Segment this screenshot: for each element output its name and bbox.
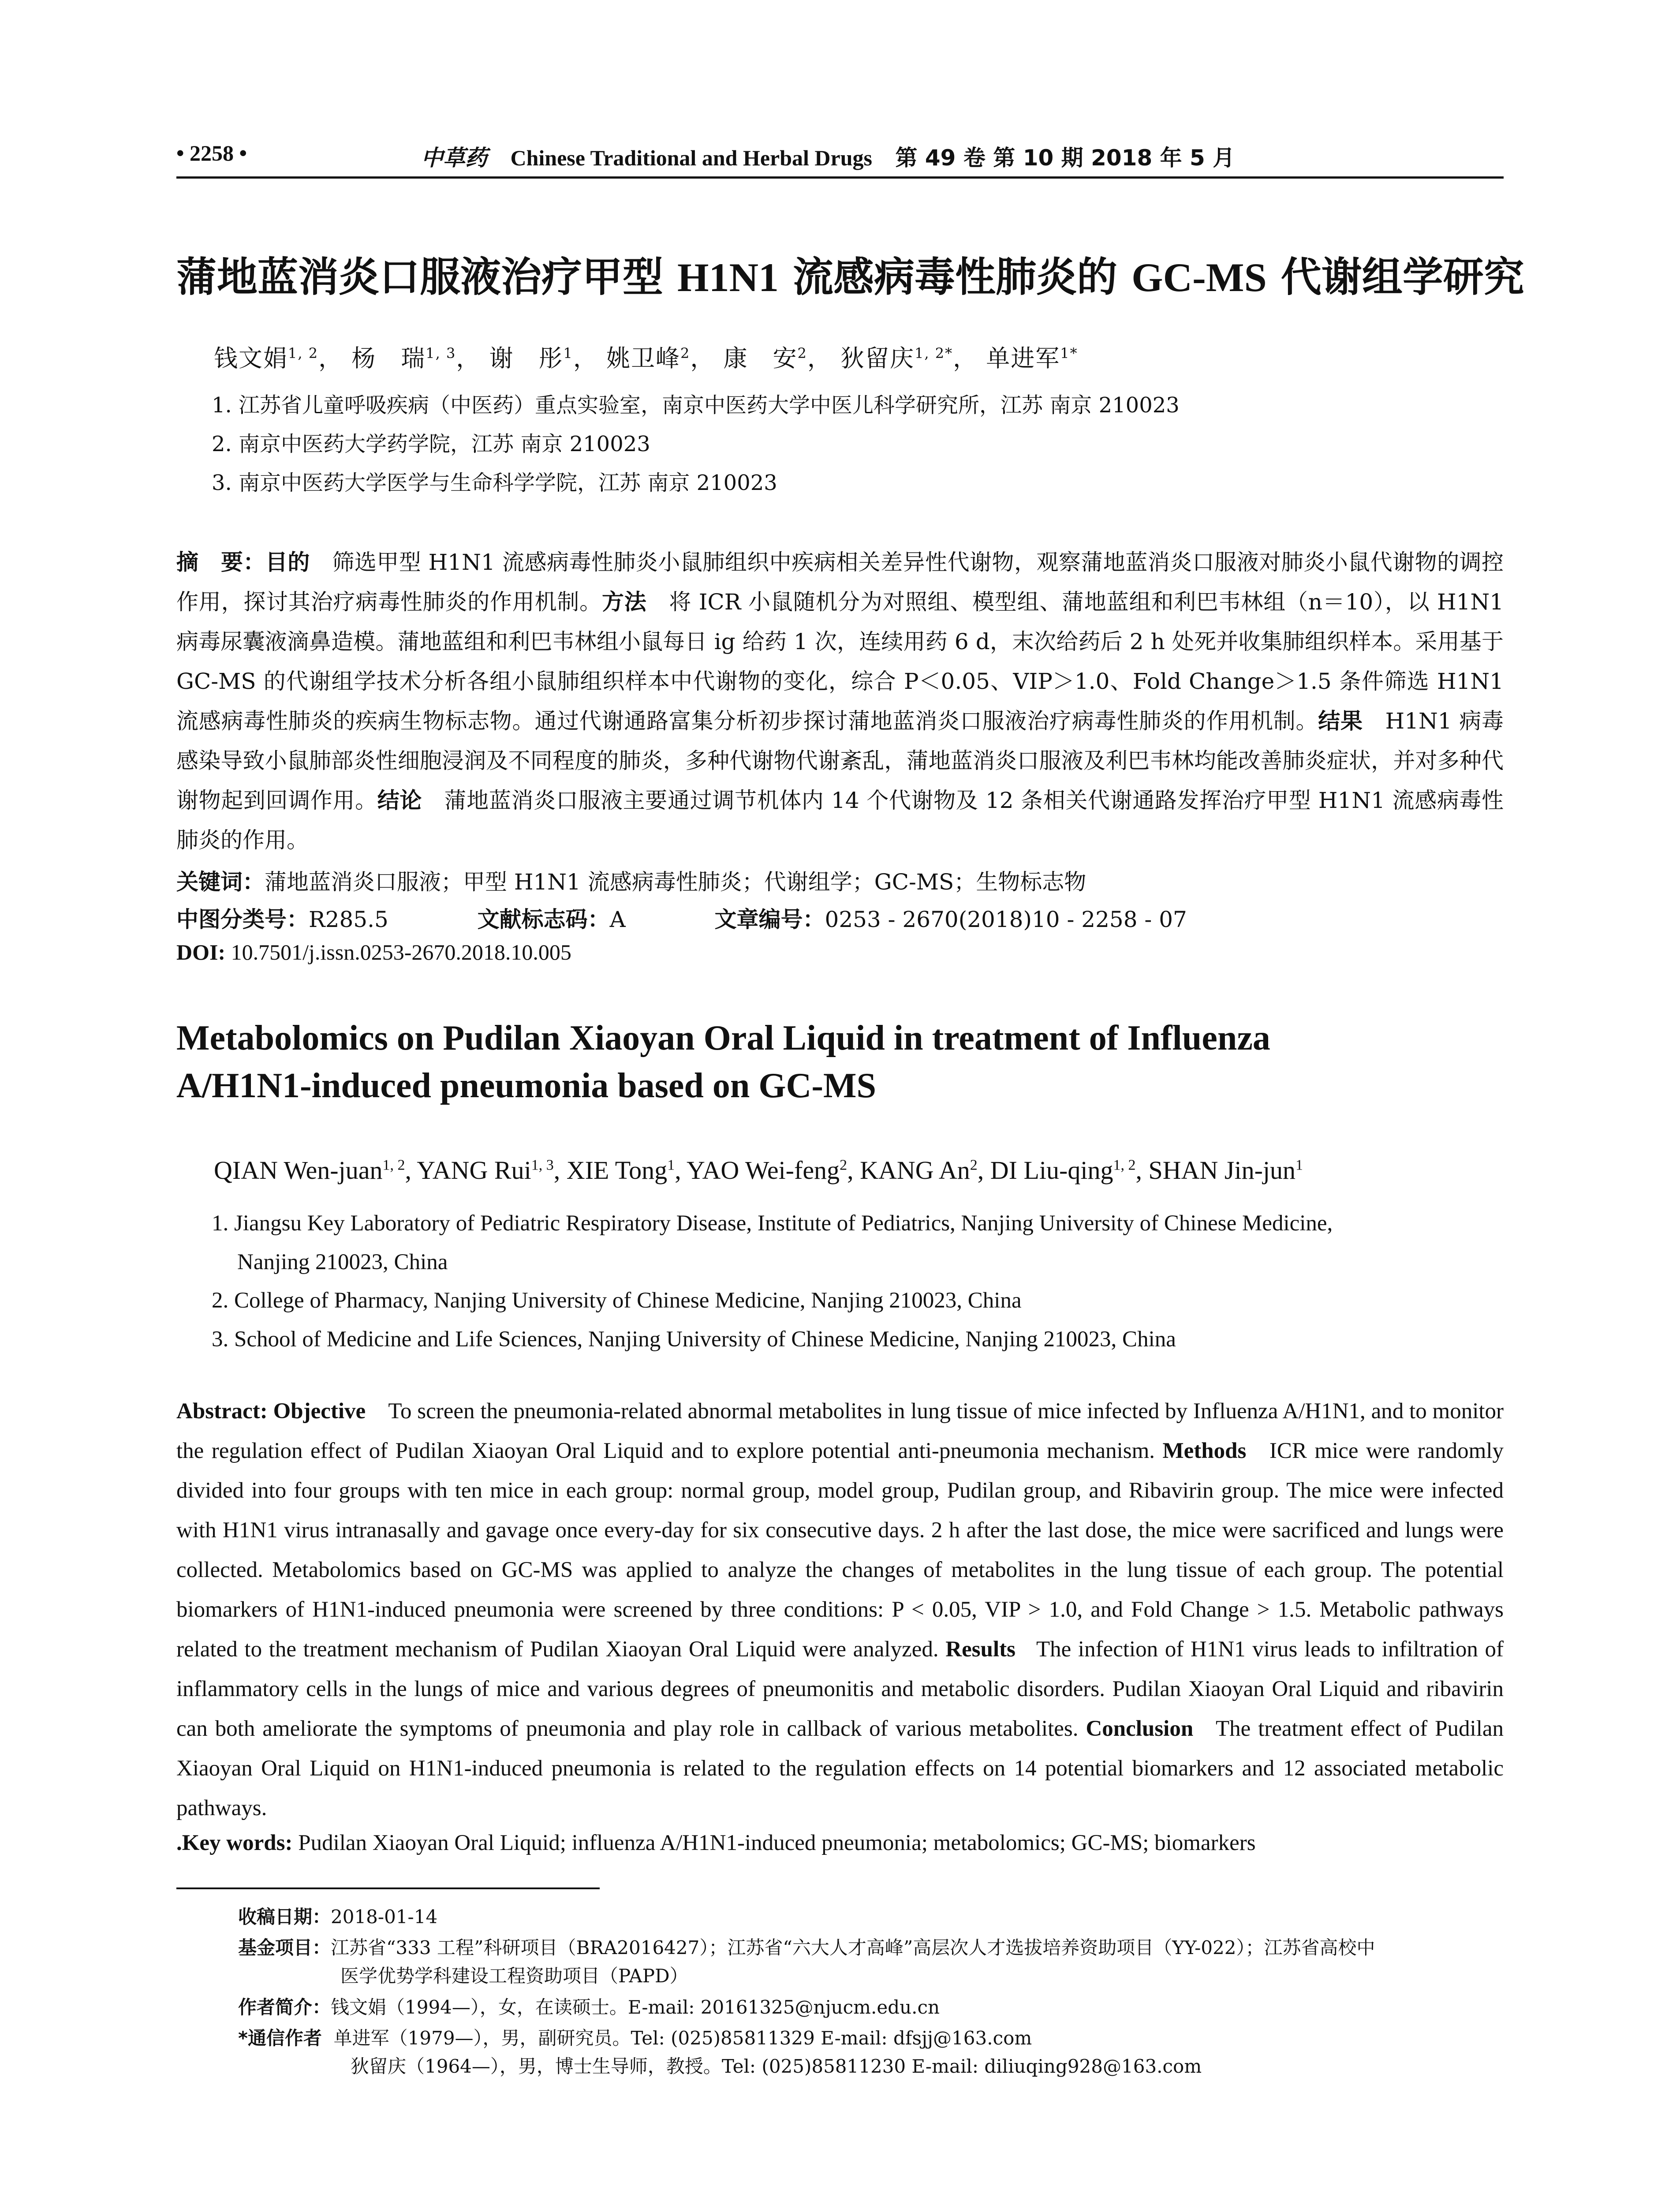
- abstract-label: 摘 要：: [176, 549, 265, 575]
- en-title-line: Metabolomics on Pudilan Xiaoyan Oral Liquid in treatment of Influenza: [176, 1019, 1270, 1058]
- en-affiliation-line: Nanjing 210023, China: [237, 1250, 448, 1274]
- cn-title-part: H1N1: [677, 255, 779, 300]
- author-name: 杨 瑞: [351, 344, 426, 372]
- journal-line: [421, 140, 1235, 172]
- corr-text: 狄留庆（1964—），男，博士生导师，教授。Tel: (025)85811230 E-mail: diliuqing928@163.com: [351, 2056, 1202, 2077]
- author-name: 姚卫峰: [606, 344, 680, 372]
- author-sup: 1*: [1060, 345, 1078, 362]
- en-title-line: A/H1N1-induced pneumonia based on GC-MS: [176, 1066, 876, 1105]
- en-keywords-label: .Key words:: [176, 1831, 293, 1855]
- fund-text: 江苏省“333 工程”科研项目（BRA2016427）；江苏省“六大人才高峰”高层次人才选拔培养资助项目（YY-022）；江苏省高校中: [331, 1937, 1375, 1958]
- cn-title-part: 蒲地蓝消炎口服液治疗甲型: [176, 254, 678, 301]
- author-sup: 1, 3: [531, 1157, 554, 1174]
- en-affiliation: [212, 1204, 1504, 1282]
- footnote-rule: [176, 1887, 600, 1889]
- cn-authors: 钱文娟$^{1, 2}$， 杨 瑞$^{1, 3}$， 谢 彤$^1$， 姚卫峰$^2$， 康 安$^2$， 狄留庆$^{1, 2*}$， 单进军$^{1*}$: [214, 344, 1078, 372]
- results-text: H1N1 病毒感染导致小鼠肺部炎性细胞浸润及不同程度的肺炎，多种代谢物代谢紊乱，蒲地蓝消炎口服液及利巴韦林均能改善肺炎症状，并对多种代谢物起到回调作用。: [176, 708, 1504, 813]
- objective-text: 筛选甲型 H1N1 流感病毒性肺炎小鼠肺组织中疾病相关差异性代谢物，观察蒲地蓝消炎口服液对肺炎小鼠代谢物的调控作用，探讨其治疗病毒性肺炎的作用机制。: [176, 549, 1504, 615]
- author-bio-label: 作者简介：: [238, 1996, 331, 2018]
- article-no-value: 0253 - 2670(2018)10 - 2258 - 07: [825, 907, 1187, 932]
- conclusion-label: 结论: [377, 788, 422, 813]
- author-name: XIE Tong: [566, 1156, 668, 1185]
- doc-code-label: 文献标志码：: [477, 907, 610, 932]
- author-name: QIAN Wen-juan: [214, 1156, 383, 1185]
- cn-title-part: 代谢组学研究: [1266, 254, 1524, 301]
- en-conclusion-label: Conclusion: [1086, 1716, 1194, 1741]
- keywords-label: 关键词：: [176, 869, 265, 895]
- author-sup: 1, 2: [288, 345, 319, 362]
- en-authors: QIAN Wen-juan$^{1, 2}$, YANG Rui$^{1, 3}$, XIE Tong$^1$, YAO Wei-feng$^2$, KANG An$^2$, DI Liu-qing$^{1, 2}$, SHAN Jin-jun$^1$: [214, 1156, 1303, 1185]
- author-name: DI Liu-qing: [990, 1156, 1113, 1185]
- doi-label: DOI:: [176, 940, 226, 964]
- conclusion-text: 蒲地蓝消炎口服液主要通过调节机体内 14 个代谢物及 12 条相关代谢通路发挥治疗甲型 H1N1 流感病毒性肺炎的作用。: [176, 788, 1504, 853]
- cn-title-part: GC-MS: [1131, 255, 1267, 300]
- en-affiliation: 2. College of Pharmacy, Nanjing University of Chinese Medicine, Nanjing 210023, China: [212, 1288, 1022, 1313]
- journal-name: Chinese Traditional and Herbal Drugs: [510, 146, 872, 170]
- corr-label: *通信作者: [238, 2027, 322, 2049]
- footnote-author: [238, 1993, 1504, 2022]
- running-header: [176, 140, 1504, 176]
- fund-text: 医学优势学科建设工程资助项目（PAPD）: [340, 1965, 688, 1987]
- clc-value: R285.5: [309, 907, 388, 932]
- cn-affiliation: 2. 南京中医药大学药学院，江苏 南京 210023: [212, 432, 650, 456]
- cn-doi: [176, 939, 1504, 965]
- keywords-text: 蒲地蓝消炎口服液；甲型 H1N1 流感病毒性肺炎；代谢组学；GC-MS；生物标志物: [265, 869, 1086, 895]
- cn-title: [176, 245, 1524, 303]
- footnote-fund: [238, 1934, 1504, 1990]
- received-label: 收稿日期：: [238, 1906, 331, 1928]
- en-abstract: [176, 1391, 1504, 1828]
- en-objective-text: To screen the pneumonia-related abnormal metabolites in lung tissue of mice infected by Influenza A/H1N1, and to monitor the regulation effect of Pudilan Xiaoyan Oral Liquid and to explore potential anti-pneumonia mechanism.: [176, 1399, 1504, 1463]
- results-label: 结果: [1318, 708, 1363, 734]
- footnote-received: [238, 1903, 1504, 1931]
- author-sup: 1: [667, 1157, 675, 1174]
- corr-text: 单进军（1979—），男，副研究员。Tel: (025)85811329 E-mail: dfsjj@163.com: [333, 2027, 1032, 2049]
- journal-issue: 第 49 卷 第 10 期 2018 年 5 月: [895, 145, 1235, 171]
- cn-affiliation: 1. 江苏省儿童呼吸疾病（中医药）重点实验室，南京中医药大学中医儿科学研究所，江苏 南京 210023: [212, 393, 1180, 418]
- cn-abstract: [176, 542, 1504, 860]
- doi-value: 10.7501/j.issn.0253-2670.2018.10.005: [231, 940, 571, 964]
- cn-title-part: 流感病毒性肺炎的: [779, 254, 1132, 301]
- cn-classification: [176, 902, 1504, 934]
- journal-logo: 中草药: [421, 145, 487, 171]
- author-name: 单进军: [986, 344, 1060, 372]
- cn-keywords: [176, 864, 1504, 896]
- received-value: 2018-01-14: [331, 1906, 438, 1928]
- en-conclusion-text: The treatment effect of Pudilan Xiaoyan Oral Liquid on H1N1-induced pneumonia is related to the regulation effects on 14 potential biomarkers and 12 associated metabolic pathways.: [176, 1716, 1504, 1820]
- fund-label: 基金项目：: [238, 1937, 331, 1958]
- author-name: 狄留庆: [840, 344, 915, 372]
- author-name: 谢 彤: [489, 344, 564, 372]
- en-keywords: [176, 1830, 1504, 1856]
- author-sup: 1: [563, 345, 573, 362]
- author-sup: 1, 2: [1113, 1157, 1136, 1174]
- cn-affiliation: 3. 南京中医药大学医学与生命科学学院，江苏 南京 210023: [212, 471, 777, 495]
- objective-label: 目的: [265, 549, 310, 575]
- author-sup: 2: [970, 1157, 978, 1174]
- author-name: YAO Wei-feng: [687, 1156, 840, 1185]
- author-name: YANG Rui: [417, 1156, 531, 1185]
- author-sup: 2: [840, 1157, 847, 1174]
- author-name: 钱文娟: [214, 344, 288, 372]
- header-rule: [176, 176, 1504, 179]
- footnote-corresponding: [238, 2024, 1504, 2081]
- article-no-label: 文章编号：: [714, 907, 825, 932]
- methods-text: 将 ICR 小鼠随机分为对照组、模型组、蒲地蓝组和利巴韦林组（n＝10），以 H1N1 病毒尿囊液滴鼻造模。蒲地蓝组和利巴韦林组小鼠每日 ig 给药 1 次，连续用药 6 d，末次给药后 2 h 处死并收集肺组织样本。采用基于 GC-MS 的代谢组学技术分析各组小鼠肺组织样本中代谢物的变化，综合 P＜0.05、VIP＞1.0、Fold Change＞1.5 条件筛选 H1N1 流感病毒性肺炎的疾病生物标志物。通过代谢通路富集分析初步探讨蒲地蓝消炎口服液治疗病毒性肺炎的作用机制。: [176, 589, 1504, 734]
- en-methods-label: Methods: [1162, 1439, 1247, 1463]
- author-name: 康 安: [723, 344, 798, 372]
- author-sup: 2: [797, 345, 807, 362]
- en-keywords-text: Pudilan Xiaoyan Oral Liquid; influenza A/H1N1-induced pneumonia; metabolomics; GC-MS; biomarkers: [298, 1831, 1256, 1855]
- author-sup: 1, 2*: [915, 345, 953, 362]
- en-results-label: Results: [945, 1637, 1015, 1662]
- author-sup: 1: [1295, 1157, 1303, 1174]
- en-affiliation: 3. School of Medicine and Life Sciences, Nanjing University of Chinese Medicine, Nanjing 210023, China: [212, 1327, 1176, 1352]
- author-sup: 1, 2: [382, 1157, 405, 1174]
- author-bio-text: 钱文娟（1994—），女，在读硕士。E-mail: 20161325@njucm.edu.cn: [331, 1996, 940, 2018]
- methods-label: 方法: [601, 589, 647, 615]
- en-title: [176, 1014, 1504, 1110]
- page-number: • 2258 •: [176, 141, 247, 165]
- doc-code-value: A: [609, 907, 626, 932]
- en-methods-text: ICR mice were randomly divided into four groups with ten mice in each group: normal group, model group, Pudilan group, and Ribavirin group. The mice were infected with H1N1 virus intranasally and gavage once every-day for six consecutive days. 2 h after the last dose, the mice were sacrificed and lungs were collected. Metabolomics based on GC-MS was applied to analyze the changes of metabolites in the lung tissue of each group. The potential biomarkers of H1N1-induced pneumonia were screened by three conditions: P < 0.05, VIP > 1.0, and Fold Change > 1.5. Metabolic pathways related to the treatment mechanism of Pudilan Xiaoyan Oral Liquid were analyzed.: [176, 1439, 1504, 1662]
- author-sup: 2: [680, 345, 691, 362]
- en-affiliation-line: 1. Jiangsu Key Laboratory of Pediatric Respiratory Disease, Institute of Pediatrics, Nanjing University of Chinese Medicine,: [212, 1211, 1333, 1236]
- author-sup: 1, 3: [426, 345, 456, 362]
- en-results-text: The infection of H1N1 virus leads to infiltration of inflammatory cells in the lungs of mice and various degrees of pneumonitis and metabolic disorders. Pudilan Xiaoyan Oral Liquid and ribavirin can both ameliorate the symptoms of pneumonia and play role in callback of various metabolites.: [176, 1637, 1504, 1741]
- author-name: KANG An: [860, 1156, 970, 1185]
- clc-label: 中图分类号：: [176, 907, 309, 932]
- author-name: SHAN Jin-jun: [1148, 1156, 1295, 1185]
- en-abstract-label: Abstract: Objective: [176, 1399, 366, 1424]
